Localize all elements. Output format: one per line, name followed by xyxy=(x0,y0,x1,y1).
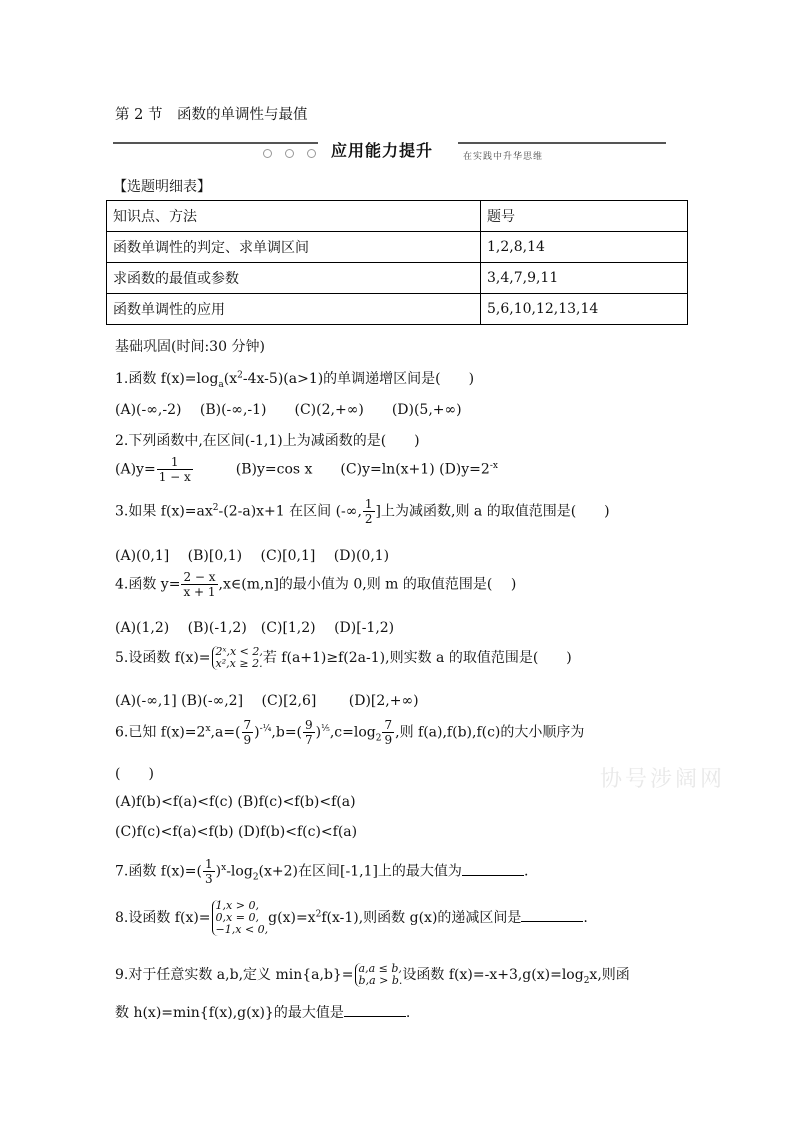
table-row xyxy=(107,232,688,263)
table-cell: 1,2,8,14 xyxy=(481,232,688,263)
q7-exponent: x xyxy=(221,862,227,873)
q9-log-base: 2 xyxy=(583,975,590,986)
topic-table xyxy=(106,200,688,325)
circle-icon xyxy=(307,149,316,158)
banner-title: 应用能力提升 xyxy=(331,141,434,160)
q9-text: 数 h(x)=min{f(x),g(x)}的最大值是 xyxy=(115,1005,344,1021)
question-7 xyxy=(115,857,528,886)
table-caption: 【选题明细表】 xyxy=(113,179,211,195)
q6-text: ,b=( xyxy=(271,724,303,741)
question-4-options: (A)(1,2) (B)(-1,2) (C)[1,2) (D)[-1,2) xyxy=(115,620,395,636)
fraction xyxy=(363,497,375,526)
q9-text: 9.对于任意实数 a,b,定义 min{a,b}= xyxy=(115,967,354,983)
banner-subtitle: 在实践中升华思维 xyxy=(463,152,544,162)
question-3 xyxy=(115,497,610,526)
banner-left-rule xyxy=(113,142,318,144)
q6-text: ,则 f(a),f(b),f(c)的大小顺序为 xyxy=(395,724,585,741)
piecewise-case: 1,x > 0, xyxy=(215,899,259,912)
fraction-numerator: 7 xyxy=(243,718,252,732)
q9-text: x,则函 xyxy=(589,967,630,983)
question-4 xyxy=(115,570,516,599)
section-title: 第 2 节 函数的单调性与最值 xyxy=(115,107,308,123)
question-1 xyxy=(115,368,474,390)
q6-exponent: ⅕ xyxy=(321,723,330,734)
q2-option-a: (A)y= xyxy=(115,461,156,478)
q1-text: -4x-5)(a>1)的单调递增区间是( ) xyxy=(242,371,475,387)
answer-blank[interactable] xyxy=(462,863,524,876)
q5-text: 5.设函数 f(x)= xyxy=(115,650,211,666)
piecewise-case: b,a > b. xyxy=(358,974,403,987)
q4-text: 4.函数 y= xyxy=(115,576,181,593)
fraction xyxy=(203,857,215,886)
fraction xyxy=(181,570,217,599)
q8-exponent: 2 xyxy=(315,909,322,920)
fraction-denominator: 2 xyxy=(364,512,373,526)
q3-text: ]上为减函数,则 a 的取值范围是( ) xyxy=(375,503,610,520)
fraction xyxy=(303,718,315,747)
q5-text: 若 f(a+1)≥f(2a-1),则实数 a 的取值范围是( ) xyxy=(262,650,572,666)
q7-text: 7.函数 f(x)=( xyxy=(115,863,203,880)
q7-log-base: 2 xyxy=(252,872,259,883)
q3-exponent: 2 xyxy=(212,502,219,513)
fraction-numerator: 1 xyxy=(364,497,373,511)
piecewise-case: 2ˣ,x < 2, xyxy=(215,645,263,658)
q6-text: 6.已知 f(x)=2 xyxy=(115,724,206,741)
question-2-options xyxy=(115,455,498,484)
answer-blank[interactable] xyxy=(344,1004,406,1017)
table-cell: 函数单调性的判定、求单调区间 xyxy=(107,232,481,263)
circle-icon xyxy=(263,149,272,158)
q6-text: ,a=( xyxy=(210,724,241,741)
q3-text: -(2-a)x+1 在区间 (-∞, xyxy=(218,503,362,520)
q8-text: . xyxy=(583,910,588,926)
q1-exponent: 2 xyxy=(237,370,243,381)
q8-text: 8.设函数 f(x)= xyxy=(115,910,211,926)
q6-text: ,c=log xyxy=(329,724,376,741)
question-9 xyxy=(115,963,630,987)
fraction-numerator: 1 xyxy=(205,857,213,871)
question-6-paren: ( ) xyxy=(115,766,154,782)
q2-exponent: -x xyxy=(489,460,498,471)
piecewise-case: −1,x < 0, xyxy=(215,923,269,936)
watermark: 协号涉阔网 xyxy=(600,767,726,792)
q7-text: ) xyxy=(215,863,222,880)
question-5-options: (A)(-∞,1] (B)(-∞,2] (C)[2,6] (D)[2,+∞) xyxy=(115,693,419,709)
piecewise-case: x²,x ≥ 2. xyxy=(215,657,263,670)
q9-text: . xyxy=(405,1005,411,1021)
q6-log-base: 2 xyxy=(375,733,382,744)
piecewise-brace xyxy=(212,900,269,936)
fraction-numerator: 1 xyxy=(157,455,193,470)
q6-exponent: -¼ xyxy=(259,723,272,734)
q7-text: . xyxy=(523,863,529,880)
q9-text: 设函数 f(x)=-x+3,g(x)=log xyxy=(402,967,584,983)
fraction xyxy=(242,718,254,747)
fraction-numerator: 9 xyxy=(305,718,313,732)
q3-text: 3.如果 f(x)=ax xyxy=(115,503,213,520)
answer-blank[interactable] xyxy=(521,909,583,922)
question-2: 2.下列函数中,在区间(-1,1)上为减函数的是( ) xyxy=(115,433,420,449)
circle-icon xyxy=(285,149,294,158)
q1-text: 1.函数 f(x)=log xyxy=(115,371,219,387)
fraction-denominator: 9 xyxy=(384,733,393,747)
table-cell: 求函数的最值或参数 xyxy=(107,263,481,294)
table-header-row xyxy=(107,201,688,232)
banner-right-rule xyxy=(458,142,666,144)
fraction-denominator: 3 xyxy=(205,872,213,886)
question-6: 6.已知 $f(x)=2^x,a=$( $\frac{7}{9}$ )$^{-\frac{1}{4}}$,b=( $\frac{9}{7}$ )$^{\frac{1}{5}},c=\log_2$ $\frac{7}{9}$ ,则 f(a),f(b),f(c)的大小顺序为 xyxy=(115,718,585,747)
q1-text: (x xyxy=(223,371,238,387)
question-5 xyxy=(115,646,572,670)
q7-text: -log xyxy=(226,863,253,880)
piecewise-case: 0,x = 0, xyxy=(215,911,259,924)
banner xyxy=(113,132,666,162)
question-9-line-2 xyxy=(115,1002,410,1022)
q6-exponent: x xyxy=(205,723,211,734)
q8-text: g(x)=x xyxy=(268,910,316,926)
fraction xyxy=(382,718,394,747)
fraction-denominator: x + 1 xyxy=(183,585,216,599)
question-6-options-2: (C)f(c)<f(a)<f(b) (D)f(b)<f(c)<f(a) xyxy=(115,824,358,840)
section-heading: 基础巩固(时间:30 分钟) xyxy=(115,339,265,355)
table-row xyxy=(107,294,688,325)
q7-text: (x+2)在区间[-1,1]上的最大值为 xyxy=(258,863,462,880)
q8-text: f(x-1),则函数 g(x)的递减区间是 xyxy=(321,910,522,926)
table-header-cell: 题号 xyxy=(481,201,688,232)
question-1-options: (A)(-∞,-2) (B)(-∞,-1) (C)(2,+∞) (D)(5,+∞) xyxy=(115,402,462,418)
table-cell: 函数单调性的应用 xyxy=(107,294,481,325)
fraction-denominator: 1 − x xyxy=(158,470,191,484)
piecewise-brace xyxy=(212,646,263,670)
fraction-numerator: 7 xyxy=(384,718,393,732)
table-row xyxy=(107,263,688,294)
table-cell: 3,4,7,9,11 xyxy=(481,263,688,294)
q2-options-rest: (B)y=cos x (C)y=ln(x+1) (D)y=2 xyxy=(193,461,490,478)
fraction-denominator: 7 xyxy=(305,733,313,747)
q1-log-base: a xyxy=(218,379,224,390)
question-6-options-1: (A)f(b)<f(a)<f(c) (B)f(c)<f(b)<f(a) xyxy=(115,794,356,810)
question-3-options: (A)(0,1] (B)[0,1) (C)[0,1] (D)(0,1) xyxy=(115,548,390,564)
piecewise-case: a,a ≤ b, xyxy=(358,962,402,975)
fraction-denominator: 9 xyxy=(243,733,252,747)
piecewise-brace xyxy=(355,963,403,987)
fraction xyxy=(157,455,193,484)
q4-text: ,x∈(m,n]的最小值为 0,则 m 的取值范围是( ) xyxy=(218,576,517,593)
table-cell: 5,6,10,12,13,14 xyxy=(481,294,688,325)
fraction-numerator: 2 − x xyxy=(183,570,216,584)
table-header-cell: 知识点、方法 xyxy=(107,201,481,232)
question-8 xyxy=(115,900,588,936)
